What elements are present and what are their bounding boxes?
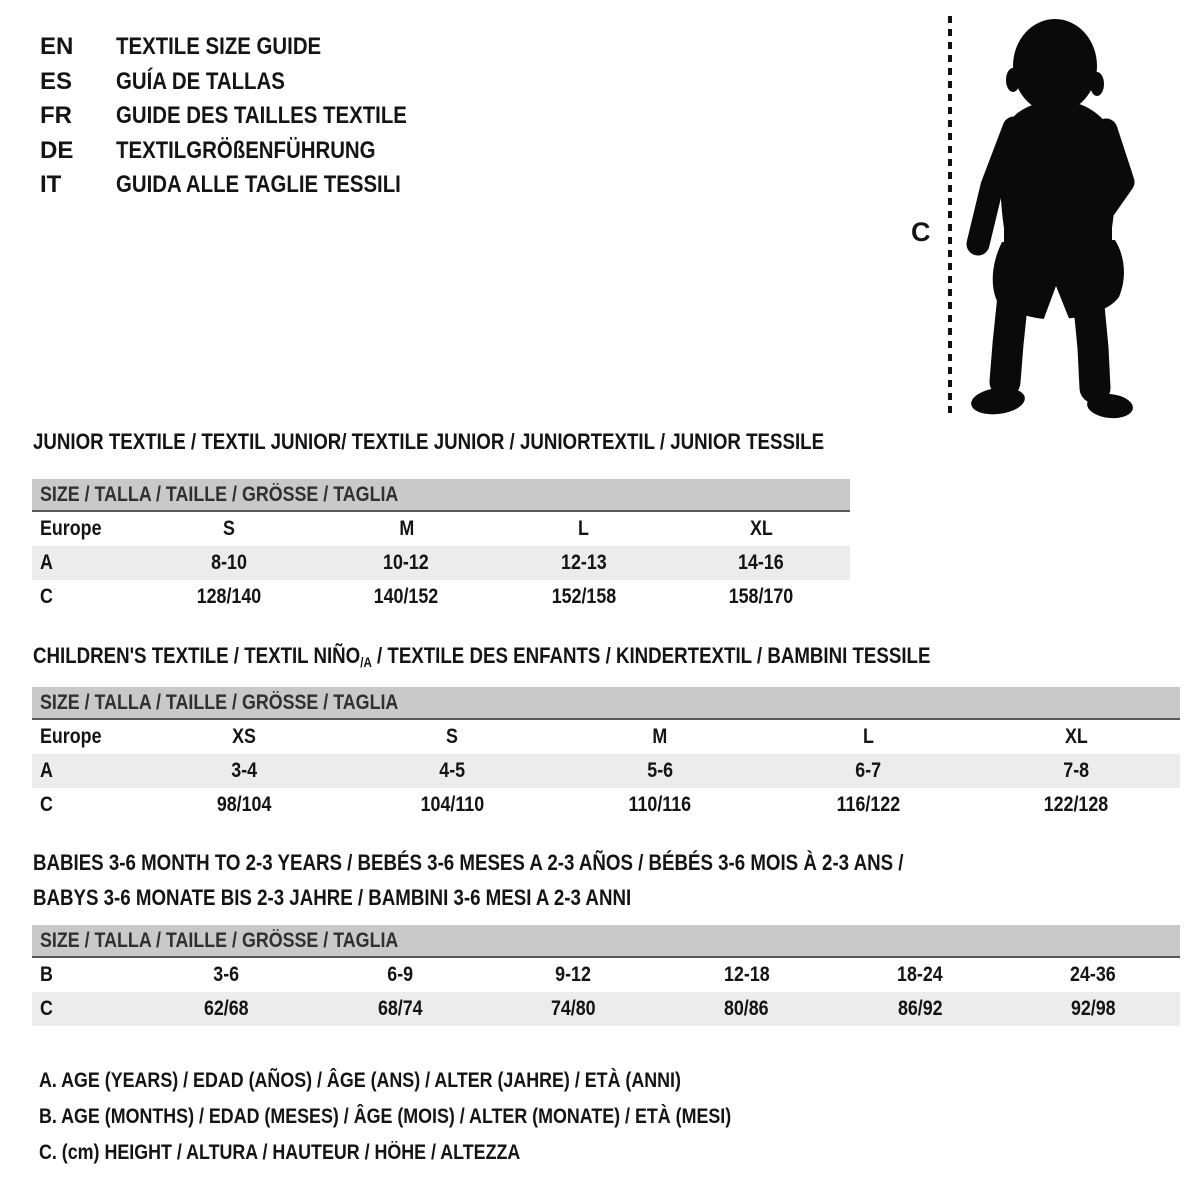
row-label: C (40, 793, 53, 816)
junior-section-heading: JUNIOR TEXTILE / TEXTIL JUNIOR/ TEXTILE JUNIOR / JUNIORTEXTIL / JUNIOR TESSILE (33, 429, 825, 454)
table-cell: 116/122 (836, 793, 900, 816)
lang-row-fr (40, 99, 458, 134)
table-cell: 74/80 (550, 997, 596, 1020)
table-cell: 4-5 (439, 759, 465, 782)
table-cell: XL (749, 517, 773, 540)
table-row-height (32, 788, 1180, 822)
table-cell: 158/170 (728, 585, 794, 608)
lang-code: FR (40, 102, 72, 130)
table-cell: S (446, 725, 458, 748)
table-cell: 5-6 (647, 759, 673, 782)
table-row-months (32, 958, 1180, 992)
table-cell: 3-6 (213, 963, 240, 986)
row-label: A (40, 759, 53, 782)
row-label: C (40, 585, 53, 608)
babies-section-heading: BABIES 3-6 MONTH TO 2-3 YEARS / BEBÉS 3-6 MESES A 2-3 AÑOS / BÉBÉS 3-6 MOIS À 2-3 ANS / BABYS 3-6 MONATE BIS 2-3 JAHRE / BAMBINI 3-6 MESI A 2-3 ANNI (33, 850, 904, 910)
table-cell: 128/140 (196, 585, 262, 608)
row-label: Europe (40, 725, 102, 748)
junior-size-table (32, 479, 850, 614)
table-cell: 86/92 (897, 997, 943, 1020)
table-cell: S (222, 517, 235, 540)
height-c-label: C (911, 217, 931, 247)
lang-title: GUIDE DES TAILLES TEXTILE (116, 102, 407, 130)
lang-title: GUIDA ALLE TAGLIE TESSILI (116, 171, 401, 199)
table-cell: 98/104 (216, 793, 272, 816)
table-cell: 18-24 (897, 963, 943, 986)
row-label: A (40, 551, 53, 574)
size-header-bar: SIZE / TALLA / TAILLE / GRÖSSE / TAGLIA (32, 925, 1180, 958)
table-cell: XS (232, 725, 256, 748)
table-cell: XL (1064, 725, 1088, 748)
table-row-height (32, 580, 850, 614)
table-cell: 152/158 (551, 585, 617, 608)
table-row-age (32, 546, 850, 580)
table-cell: 140/152 (373, 585, 439, 608)
height-measure-line (948, 16, 952, 416)
table-cell: 110/116 (628, 793, 692, 816)
language-title-list (40, 30, 458, 203)
table-row-age (32, 754, 1180, 788)
table-cell: L (862, 725, 874, 748)
table-cell: 12-18 (723, 963, 770, 986)
table-cell: 8-10 (210, 551, 247, 574)
lang-row-it (40, 168, 458, 203)
legend-line-b: B. AGE (MONTHS) / EDAD (MESES) / ÂGE (MOIS) / ALTER (MONATE) / ETÀ (MESI) (39, 1105, 732, 1128)
lang-title: TEXTILGRÖßENFÜHRUNG (116, 136, 376, 164)
children-section-heading: CHILDREN'S TEXTILE / TEXTIL $NIÑO_{/A}$ / TEXTILE DES ENFANTS / KINDERTEXTIL / BAMBINI TESSILE (33, 643, 931, 670)
row-label: Europe (40, 517, 102, 540)
lang-row-de (40, 134, 458, 169)
table-cell: 9-12 (555, 963, 592, 986)
table-row-height (32, 992, 1180, 1026)
table-cell: 6-7 (855, 759, 881, 782)
table-cell: 10-12 (383, 551, 430, 574)
nino-a-subscript: /A (360, 654, 372, 670)
lang-row-es (40, 65, 458, 100)
table-cell: M (652, 725, 668, 748)
lang-title: TEXTILE SIZE GUIDE (116, 33, 322, 61)
size-header-bar: SIZE / TALLA / TAILLE / GRÖSSE / TAGLIA (32, 479, 850, 512)
size-header-bar: SIZE / TALLA / TAILLE / GRÖSSE / TAGLIA (32, 687, 1180, 720)
table-cell: 12-13 (560, 551, 607, 574)
table-cell: 7-8 (1063, 759, 1089, 782)
lang-code: EN (40, 33, 74, 61)
table-cell: 68/74 (377, 997, 423, 1020)
lang-code: ES (40, 67, 73, 95)
lang-row-en (40, 30, 458, 65)
measurement-legend (39, 1063, 853, 1171)
children-size-table (32, 687, 1180, 822)
table-cell: M (398, 517, 414, 540)
legend-line-c: C. (cm) HEIGHT / ALTURA / HAUTEUR / HÖHE / ALTEZZA (39, 1141, 521, 1164)
table-cell: 62/68 (204, 997, 249, 1020)
lang-code: DE (40, 136, 74, 164)
row-label: C (40, 997, 53, 1020)
row-label: B (40, 963, 53, 986)
table-cell: L (578, 517, 590, 540)
toddler-silhouette-icon (960, 14, 1136, 420)
table-cell: 6-9 (387, 963, 413, 986)
table-cell: 24-36 (1070, 963, 1117, 986)
table-row-europe (32, 720, 1180, 754)
babies-size-table (32, 925, 1180, 1026)
table-cell: 122/128 (1043, 793, 1109, 816)
table-cell: 80/86 (724, 997, 769, 1020)
table-cell: 104/110 (420, 793, 484, 816)
lang-code: IT (40, 171, 62, 199)
table-cell: 14-16 (738, 551, 785, 574)
lang-title: GUÍA DE TALLAS (116, 67, 285, 95)
table-cell: 92/98 (1070, 997, 1116, 1020)
table-row-europe (32, 512, 850, 546)
legend-line-a: A. AGE (YEARS) / EDAD (AÑOS) / ÂGE (ANS) / ALTER (JAHRE) / ETÀ (ANNI) (39, 1069, 681, 1092)
table-cell: 3-4 (231, 759, 257, 782)
